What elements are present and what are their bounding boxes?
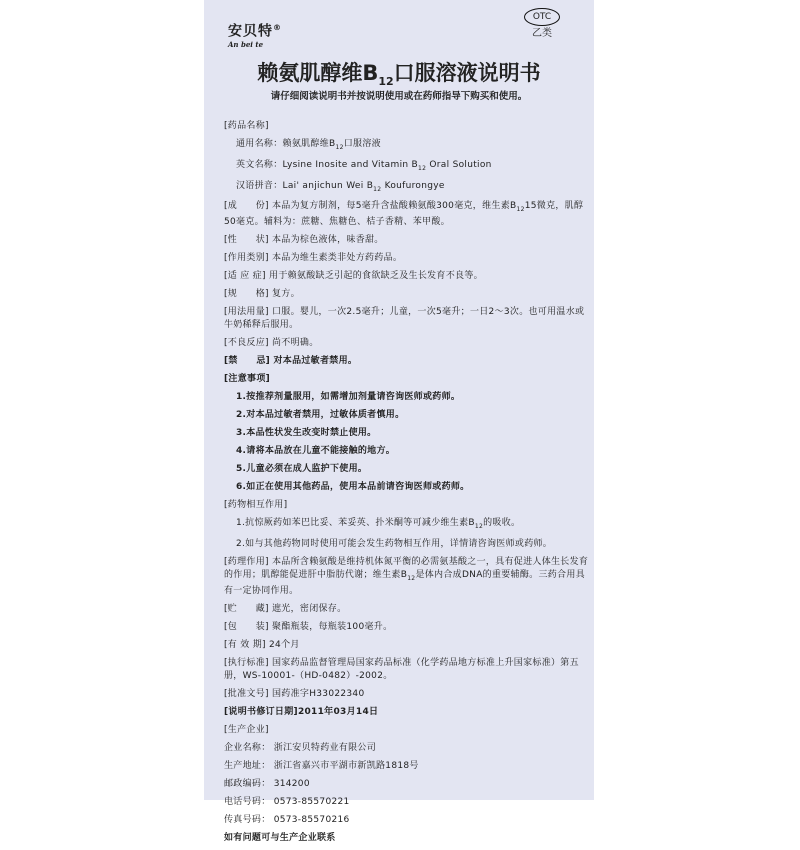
indication-row bbox=[224, 270, 589, 283]
interactions-label: [药物相互作用] bbox=[224, 500, 288, 511]
pinyin-name-pre: Lai' anjichun Wei B bbox=[282, 180, 374, 191]
brand-name-cn: 安贝特 bbox=[228, 23, 273, 40]
precaution-item: 5.儿童必须在成人监护下使用。 bbox=[236, 464, 368, 475]
pinyin-name-post: Koufurongye bbox=[381, 180, 445, 191]
brand-logo bbox=[228, 20, 298, 49]
address-label: 生产地址： bbox=[224, 760, 271, 771]
interaction-item-1 bbox=[224, 517, 589, 533]
manufacturer-label: [生产企业] bbox=[224, 724, 269, 735]
section-label: [药品名称] bbox=[224, 121, 269, 131]
composition-label: [成 份] bbox=[224, 201, 269, 212]
company-label: 企业名称： bbox=[224, 742, 271, 753]
otc-badge bbox=[522, 8, 562, 41]
composition-text-a: 本品为复方制剂，每5毫升含盐酸赖氨酸300毫克，维生素B bbox=[272, 201, 517, 212]
generic-name-sub: 12 bbox=[335, 143, 344, 151]
pharmacology-row bbox=[224, 556, 589, 598]
adverse-label: [不良反应] bbox=[224, 338, 269, 349]
indication-text: 用于赖氨酸缺乏引起的食欲缺乏及生长发育不良等。 bbox=[269, 271, 483, 282]
leaflet-body bbox=[224, 120, 589, 850]
title-post: 口服溶液说明书 bbox=[393, 61, 541, 85]
dosage-label: [用法用量] bbox=[224, 307, 269, 318]
precaution-item: 4.请将本品放在儿童不能接触的地方。 bbox=[236, 446, 396, 457]
composition-text-b: 15微克，肌醇50毫克。辅料为：蔗糖、焦糖色、桔子香精、苯甲酸。 bbox=[224, 201, 584, 228]
zip-value: 314200 bbox=[273, 778, 310, 789]
precaution-item: 6.如正在使用其他药品，使用本品前请咨询医师或药师。 bbox=[236, 482, 470, 493]
composition-row bbox=[224, 200, 589, 229]
document-title bbox=[204, 60, 594, 95]
otc-class: 乙类 bbox=[532, 28, 552, 39]
contra-label: [禁 忌] bbox=[224, 356, 271, 367]
character-row bbox=[224, 234, 589, 247]
category-row bbox=[224, 252, 589, 265]
approval-label: [批准文号] bbox=[224, 688, 269, 699]
adverse-row bbox=[224, 337, 589, 350]
interaction-item-2: 2.如与其他药物同时使用可能会发生药物相互作用，详情请咨询医师或药师。 bbox=[236, 538, 553, 549]
english-name-sub: 12 bbox=[418, 164, 427, 172]
category-label: [作用类别] bbox=[224, 253, 269, 264]
leaflet-sheet bbox=[204, 0, 594, 843]
standard-label: [执行标准] bbox=[224, 657, 269, 668]
precaution-item: 3.本品性状发生改变时禁止使用。 bbox=[236, 428, 377, 439]
fax-row bbox=[224, 814, 589, 827]
category-text: 本品为维生素类非处方药药品。 bbox=[272, 253, 403, 264]
company-row bbox=[224, 742, 589, 755]
company-value: 浙江安贝特药业有限公司 bbox=[273, 742, 376, 753]
pharmacology-sub: 12 bbox=[407, 574, 416, 582]
address-row bbox=[224, 760, 589, 773]
fax-label: 传真号码： bbox=[224, 814, 271, 825]
revision-label: [说明书修订日期] bbox=[224, 706, 298, 717]
generic-name-pre: 赖氨肌醇维B bbox=[282, 139, 336, 149]
validity-row bbox=[224, 639, 589, 652]
english-name-post: Oral Solution bbox=[426, 159, 492, 170]
precautions-label: [注意事项] bbox=[224, 374, 271, 385]
pinyin-name-row bbox=[224, 180, 589, 196]
generic-name-post: 口服溶液 bbox=[343, 139, 381, 149]
pharmacology-label: [药理作用] bbox=[224, 556, 269, 567]
dosage-text: 口服。婴儿，一次2.5毫升；儿童，一次5毫升；一日2～3次。也可用温水或牛奶稀释后服用。 bbox=[224, 307, 585, 331]
zip-label: 邮政编码： bbox=[224, 778, 271, 789]
spec-text: 复方。 bbox=[272, 289, 300, 300]
package-text: 聚酯瓶装，每瓶装100毫升。 bbox=[272, 621, 393, 632]
precaution-item: 2.对本品过敏者禁用，过敏体质者慎用。 bbox=[236, 410, 405, 421]
composition-sub: 12 bbox=[516, 206, 525, 214]
revision-text: 2011年03月14日 bbox=[297, 706, 379, 717]
storage-row bbox=[224, 603, 589, 616]
title-pre: 赖氨肌醇维B bbox=[257, 61, 379, 85]
contact-note: 如有问题可与生产企业联系 bbox=[224, 832, 336, 843]
spec-label: [规 格] bbox=[224, 289, 269, 300]
section-drug-name bbox=[224, 120, 589, 133]
approval-row bbox=[224, 688, 589, 701]
standard-text: 国家药品监督管理局国家药品标准（化学药品地方标准上升国家标准）第五册，WS-10001-（HD-0482）-2002。 bbox=[224, 657, 579, 681]
pinyin-name-sub: 12 bbox=[373, 185, 382, 193]
brand-name-en: An bei te bbox=[228, 39, 264, 49]
title-sub: 12 bbox=[378, 75, 394, 89]
contraindication-row bbox=[224, 355, 589, 368]
address-value: 浙江省嘉兴市平湖市新凯路1818号 bbox=[273, 760, 419, 771]
revision-row bbox=[224, 706, 589, 719]
usage-notice: 请仔细阅读说明书并按说明使用或在药师指导下购买和使用。 bbox=[270, 91, 528, 102]
character-text: 本品为棕色液体，味香甜。 bbox=[272, 235, 384, 246]
spec-row bbox=[224, 288, 589, 301]
storage-text: 遮光，密闭保存。 bbox=[272, 603, 347, 614]
package-row bbox=[224, 621, 589, 634]
zip-row bbox=[224, 778, 589, 791]
interaction-1-pre: 1.抗惊厥药如苯巴比妥、苯妥英、扑米酮等可减少维生素B bbox=[236, 518, 475, 529]
pinyin-name-label: 汉语拼音： bbox=[236, 180, 283, 191]
english-name-pre: Lysine Inosite and Vitamin B bbox=[282, 159, 419, 170]
pharmacology-text-b: 是体内合成DNA的重要辅酶。三药合用具有一定协同作用。 bbox=[224, 569, 585, 596]
phone-label: 电话号码： bbox=[224, 796, 271, 807]
generic-name-row bbox=[224, 138, 589, 154]
registered-mark: ® bbox=[273, 23, 282, 32]
english-name-row bbox=[224, 159, 589, 175]
package-label: [包 装] bbox=[224, 621, 269, 632]
approval-text: 国药准字H33022340 bbox=[272, 688, 365, 699]
pharmacology-text-a: 本品所含赖氨酸是维持机体氮平衡的必需氨基酸之一，具有促进人体生长发育的作用；肌醇能促进肝中脂肪代谢；维生素B bbox=[224, 556, 589, 580]
contra-text: 对本品过敏者禁用。 bbox=[273, 356, 358, 367]
fax-value: 0573-85570216 bbox=[273, 814, 350, 825]
phone-value: 0573-85570221 bbox=[273, 796, 350, 807]
indication-label: [适 应 症] bbox=[224, 271, 266, 282]
validity-label: [有 效 期] bbox=[224, 639, 266, 650]
phone-row bbox=[224, 796, 589, 809]
precaution-item: 1.按推荐剂量服用，如需增加剂量请咨询医师或药师。 bbox=[236, 392, 461, 403]
interaction-1-post: 的吸收。 bbox=[483, 518, 521, 529]
character-label: [性 状] bbox=[224, 235, 269, 246]
generic-name-label: 通用名称： bbox=[236, 139, 283, 149]
otc-label: OTC bbox=[524, 8, 560, 26]
validity-text: 24个月 bbox=[269, 639, 300, 650]
adverse-text: 尚不明确。 bbox=[272, 338, 319, 349]
standard-row bbox=[224, 657, 589, 683]
interaction-1-sub: 12 bbox=[474, 522, 484, 530]
english-name-label: 英文名称： bbox=[236, 159, 283, 170]
storage-label: [贮 藏] bbox=[224, 603, 269, 614]
dosage-row bbox=[224, 306, 589, 332]
